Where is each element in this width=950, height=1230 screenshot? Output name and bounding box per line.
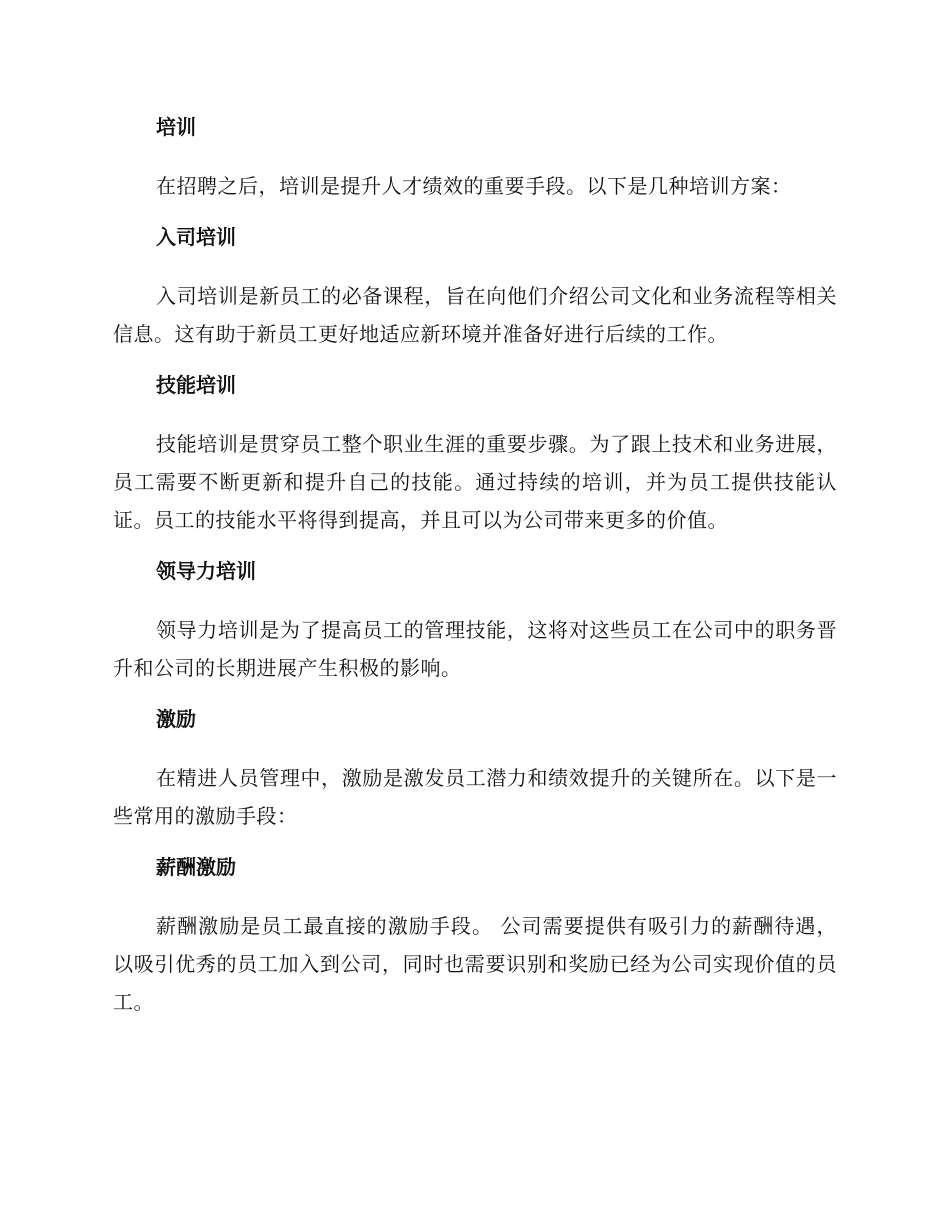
document-page [113,113,837,1021]
section-paragraph-training: 在招聘之后，培训是提升人才绩效的重要手段。以下是几种培训方案： [156,174,792,198]
section-paragraph-leadership-training: 领导力培训是为了提高员工的管理技能，这将对这些员工在公司中的职务晋升和公司的长期进展产生积极的影响。 [113,618,837,680]
section-heading-incentives: 激励 [156,707,196,731]
section-paragraph-incentives: 在精进人员管理中，激励是激发员工潜力和绩效提升的关键所在。以下是一些常用的激励手段： [113,766,837,828]
section-heading-training: 培训 [156,115,196,139]
section-heading-compensation-incentives: 薪酬激励 [156,855,236,879]
section-paragraph-onboarding-training: 入司培训是新员工的必备课程，旨在向他们介绍公司文化和业务流程等相关信息。这有助于新员工更好地适应新环境并准备好进行后续的工作。 [113,284,837,346]
section-paragraph-compensation-incentives: 薪酬激励是员工最直接的激励手段。 公司需要提供有吸引力的薪酬待遇，以吸引优秀的员工加入到公司，同时也需要识别和奖励已经为公司实现价值的员工。 [113,914,837,1014]
section-paragraph-skills-training: 技能培训是贯穿员工整个职业生涯的重要步骤。为了跟上技术和业务进展，员工需要不断更新和提升自己的技能。通过持续的培训，并为员工提供技能认证。员工的技能水平将得到提高，并且可以为公司带来更多的价值。 [113,432,837,532]
section-heading-leadership-training: 领导力培训 [156,559,256,583]
section-heading-skills-training: 技能培训 [156,373,236,397]
section-heading-onboarding-training: 入司培训 [156,225,236,249]
